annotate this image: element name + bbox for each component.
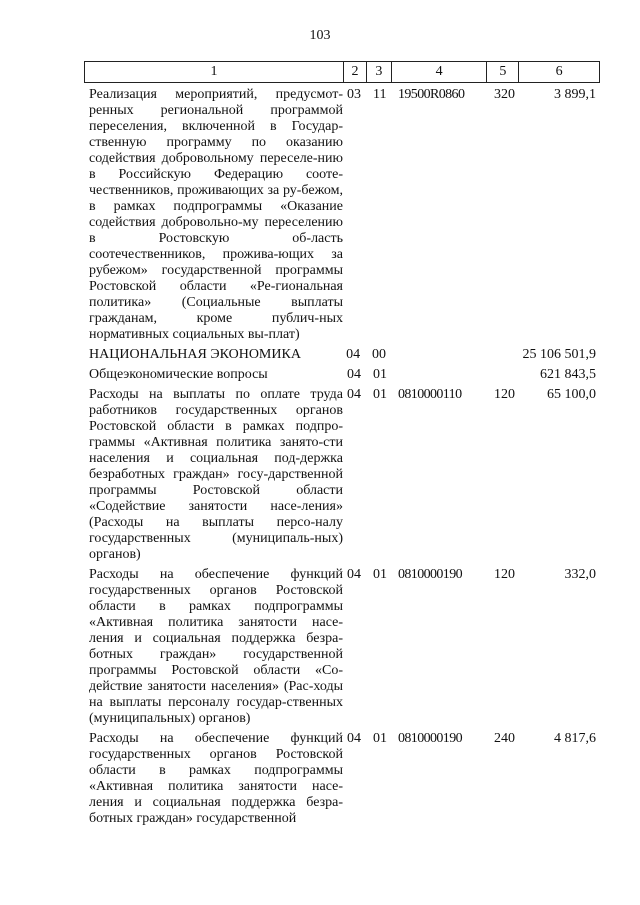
header-col-5: 5 (486, 62, 518, 82)
header-col-6: 6 (518, 62, 599, 82)
row-description: Общеэкономические вопросы (89, 367, 268, 382)
row-subsection: 01 (373, 731, 387, 746)
row-amount: 25 106 501,9 (522, 347, 596, 362)
row-section: 04 (347, 731, 361, 746)
row-expense-type: 120 (494, 567, 515, 582)
table-row (89, 387, 600, 563)
table-header (84, 61, 600, 83)
row-amount: 65 100,0 (547, 387, 596, 402)
row-expense-type (494, 367, 524, 383)
row-description: Расходы на обеспечение функций государственных органов Ростовской области в рамках подпрограммы «Активная политика занятости насе-ления и социальная поддержка безра-ботных граждан» государственной программы Ростовской области «Со-действие занятости населения» (Рас-ходы на выплаты персоналу государ-ственных (муниципальных) органов) (89, 567, 343, 726)
row-amount: 4 817,6 (554, 731, 596, 746)
header-col-4: 4 (391, 62, 487, 82)
row-target-code: 0810000110 (398, 387, 462, 402)
row-subsection: 01 (373, 387, 387, 402)
row-amount: 332,0 (564, 567, 596, 582)
row-subsection: 01 (373, 367, 387, 382)
row-section: 04 (347, 367, 361, 382)
row-subsection: 01 (373, 567, 387, 582)
row-target-code (397, 367, 494, 383)
row-description: НАЦИОНАЛЬНАЯ ЭКОНОМИКА (89, 347, 301, 362)
row-target-code (396, 347, 493, 363)
table-row (89, 567, 600, 727)
table-row (89, 367, 600, 383)
row-target-code: 0810000190 (398, 567, 463, 582)
row-expense-type: 240 (494, 731, 515, 746)
row-description: Расходы на выплаты по оплате труда работников государственных органов Ростовской области в рамках подпро-граммы «Активная политика занято-сти населения и социальная под-держка безработных граждан» госу-дарственной программы Ростовской области «Содействие занятости насе-ления» (Расходы на выплаты персо-налу государственных (муниципаль-ных) органов) (89, 387, 343, 562)
row-target-code: 19500R0860 (398, 87, 465, 102)
row-amount: 3 899,1 (554, 87, 596, 102)
budget-table-body (89, 87, 600, 831)
row-subsection: 00 (372, 347, 387, 362)
row-section: 04 (346, 347, 361, 362)
header-col-1: 1 (210, 64, 218, 79)
row-amount: 621 843,5 (540, 367, 596, 382)
row-subsection: 11 (373, 87, 387, 102)
page-number: 103 (309, 28, 331, 43)
header-col-2: 2 (343, 62, 366, 82)
row-section: 04 (347, 567, 361, 582)
row-expense-type: 120 (494, 387, 515, 402)
row-expense-type (493, 347, 523, 363)
row-section: 04 (347, 387, 361, 402)
row-target-code: 0810000190 (398, 731, 463, 746)
row-description: Расходы на обеспечение функций государственных органов Ростовской области в рамках подпрограммы «Активная политика занятости насе-ления и социальная поддержка безра-ботных граждан» государственной (89, 731, 343, 826)
table-row (89, 87, 600, 343)
row-section: 03 (347, 87, 361, 102)
row-expense-type: 320 (494, 87, 515, 102)
header-col-3: 3 (366, 62, 391, 82)
table-row (89, 347, 600, 363)
row-description: Реализация мероприятий, предусмот-ренных региональной программой переселения, включенной в Государ-ственную программу по оказанию содействия добровольному переселе-нию в Российскую Федерацию сооте-чественников, проживающих за ру-бежом, в рамках подпрограммы «Оказание содействия добровольно-му переселению в Ростовскую об-ласть соотечественников, прожива-ющих за рубежом» государственной программы Ростовской области «Ре-гиональная политика» (Социальные выплаты гражданам, кроме публич-ных нормативных социальных вы-плат) (89, 87, 343, 342)
table-row (89, 731, 600, 827)
